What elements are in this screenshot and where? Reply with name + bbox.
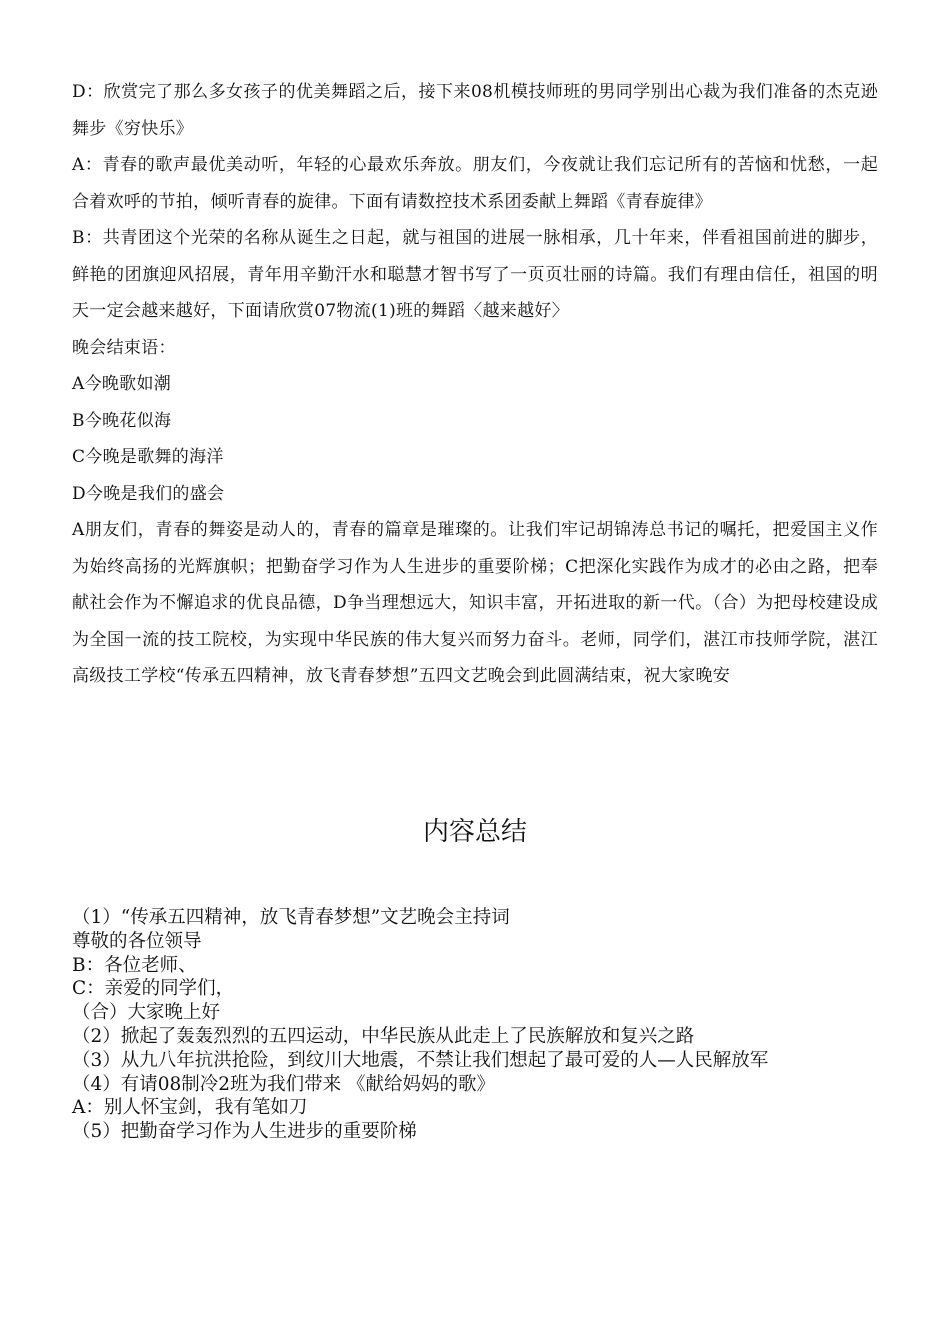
closing-speech-paragraph: A朋友们，青春的舞姿是动人的，青春的篇章是璀璨的。让我们牢记胡锦涛总书记的嘱托，把爱国主义作为始终高扬的光辉旗帜；把勤奋学习作为人生进步的重要阶梯；C把深化实践作为成才的必由之路，把奉献社会作为不懈追求的优良品德，D争当理想远大，知识丰富，开拓进取的新一代。（合）为把母校建设成为全国一流的技工院校，为实现中华民族的伟大复兴而努力奋斗。老师，同学们，湛江市技师学院，湛江高级技工学校“传承五四精神，放飞青春梦想”五四文艺晚会到此圆满结束，祝大家晚安 <box>72 520 878 686</box>
summary-item: （2）掀起了轰轰烈烈的五四运动，中华民族从此走上了民族解放和复兴之路 <box>72 1025 695 1047</box>
summary-title: 内容总结 <box>422 817 527 847</box>
closing-line-c: C今晚是歌舞的海洋 <box>72 447 224 467</box>
paragraph-b-youth-league: B：共青团这个光荣的名称从诞生之日起，就与祖国的进展一脉相承，几十年来，伴看祖国前进的脚步，鲜艳的团旗迎风招展，青年用辛勤汗水和聪慧才智书写了一页页壮丽的诗篇。我们有理由信任，祖国的明天一定会越来越好，下面请欣赏07物流(1)班的舞蹈〈越来越好〉 <box>72 228 878 321</box>
closing-line-a: A今晚歌如潮 <box>72 374 172 394</box>
summary-item: （5）把勤奋学习作为人生进步的重要阶梯 <box>72 1121 417 1143</box>
script-body <box>72 74 878 695</box>
summary-list <box>72 906 878 1144</box>
summary-item: （1）“传承五四精神，放飞青春梦想”文艺晚会主持词 <box>72 907 510 928</box>
closing-line-b: B今晚花似海 <box>72 410 172 431</box>
summary-item: （3）从九八年抗洪抢险，到纹川大地震，不禁让我们想起了最可爱的人—人民解放军 <box>72 1049 769 1071</box>
paragraph-a-youth-melody: A：青春的歌声最优美动听，年轻的心最欢乐奔放。朋友们，今夜就让我们忘记所有的苦恼和忧愁，一起合着欢呼的节拍，倾听青春的旋律。下面有请数控技术系团委献上舞蹈《青春旋律》 <box>72 155 878 212</box>
summary-item: A：别人怀宝剑，我有笔如刀 <box>72 1097 308 1119</box>
summary-item: （合）大家晚上好 <box>72 1002 221 1024</box>
closing-remarks-heading: 晚会结束语： <box>72 337 176 358</box>
summary-item: 尊敬的各位领导 <box>72 930 202 952</box>
summary-item: C：亲爱的同学们， <box>72 978 235 1000</box>
paragraph-d-dance-intro: D：欣赏完了那么多女孩子的优美舞蹈之后，接下来08机模技师班的男同学别出心裁为我们准备的杰克逊舞步《穷快乐》 <box>72 82 878 139</box>
closing-line-d: D今晚是我们的盛会 <box>72 483 225 504</box>
summary-item: （4）有请08制冷2班为我们带来 《献给妈妈的歌》 <box>72 1073 495 1095</box>
summary-item: B：各位老师、 <box>72 954 197 976</box>
